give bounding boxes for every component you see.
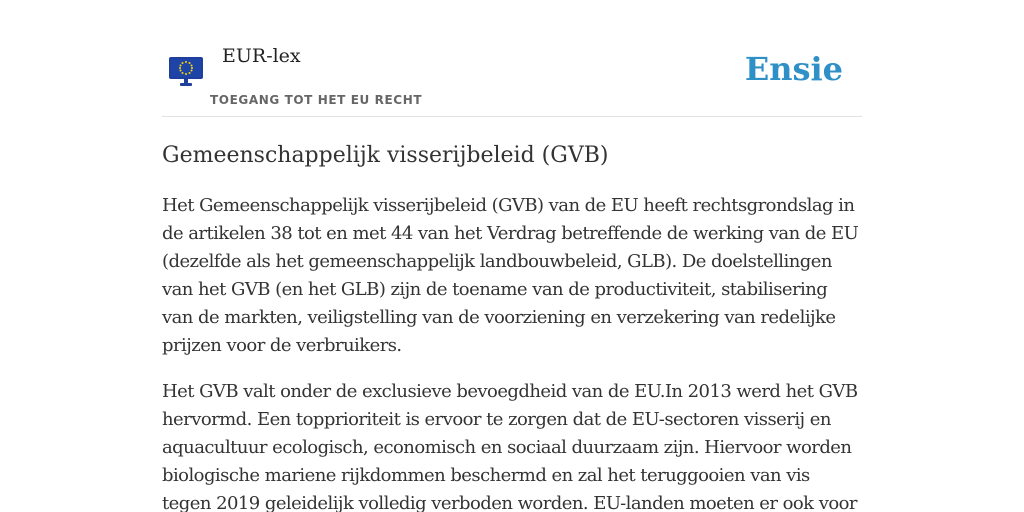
brand-name[interactable]: EUR-lex (222, 45, 301, 67)
eu-flag-monitor-icon (168, 55, 204, 87)
article-paragraph: Het GVB valt onder de exclusieve bevoegdheid van de EU.In 2013 werd het GVB hervormd. Een topprioriteit is ervoor te zorgen dat de EU-sectoren visserij en aquacultuur ecologisch, economisch en sociaal duurzaam zijn. Hiervoor worden biologische mariene rijkdommen beschermd en zal het teruggooien van vis tegen 2019 geleidelijk volledig verboden worden. EU-landen moeten er ook voor (162, 381, 858, 512)
page-title: Gemeenschappelijk visserijbeleid (GVB) (162, 143, 609, 168)
page-header (162, 0, 862, 117)
brand-tagline: TOEGANG TOT HET EU RECHT (210, 93, 423, 107)
site-logo[interactable]: Ensie (744, 50, 843, 88)
article-paragraph: Het Gemeenschappelijk visserijbeleid (GVB) van de EU heeft rechtsgrondslag in de artikelen 38 tot en met 44 van het Verdrag betreffende de werking van de EU (dezelfde als het gemeenschappelijk landbouwbeleid, GLB). De doelstellingen van het GVB (en het GLB) zijn de toename van de productiviteit, stabilisering van de markten, veiligstelling van de voorziening en verzekering van redelijke prijzen voor de verbruikers. (162, 195, 859, 356)
document-page (162, 0, 862, 512)
